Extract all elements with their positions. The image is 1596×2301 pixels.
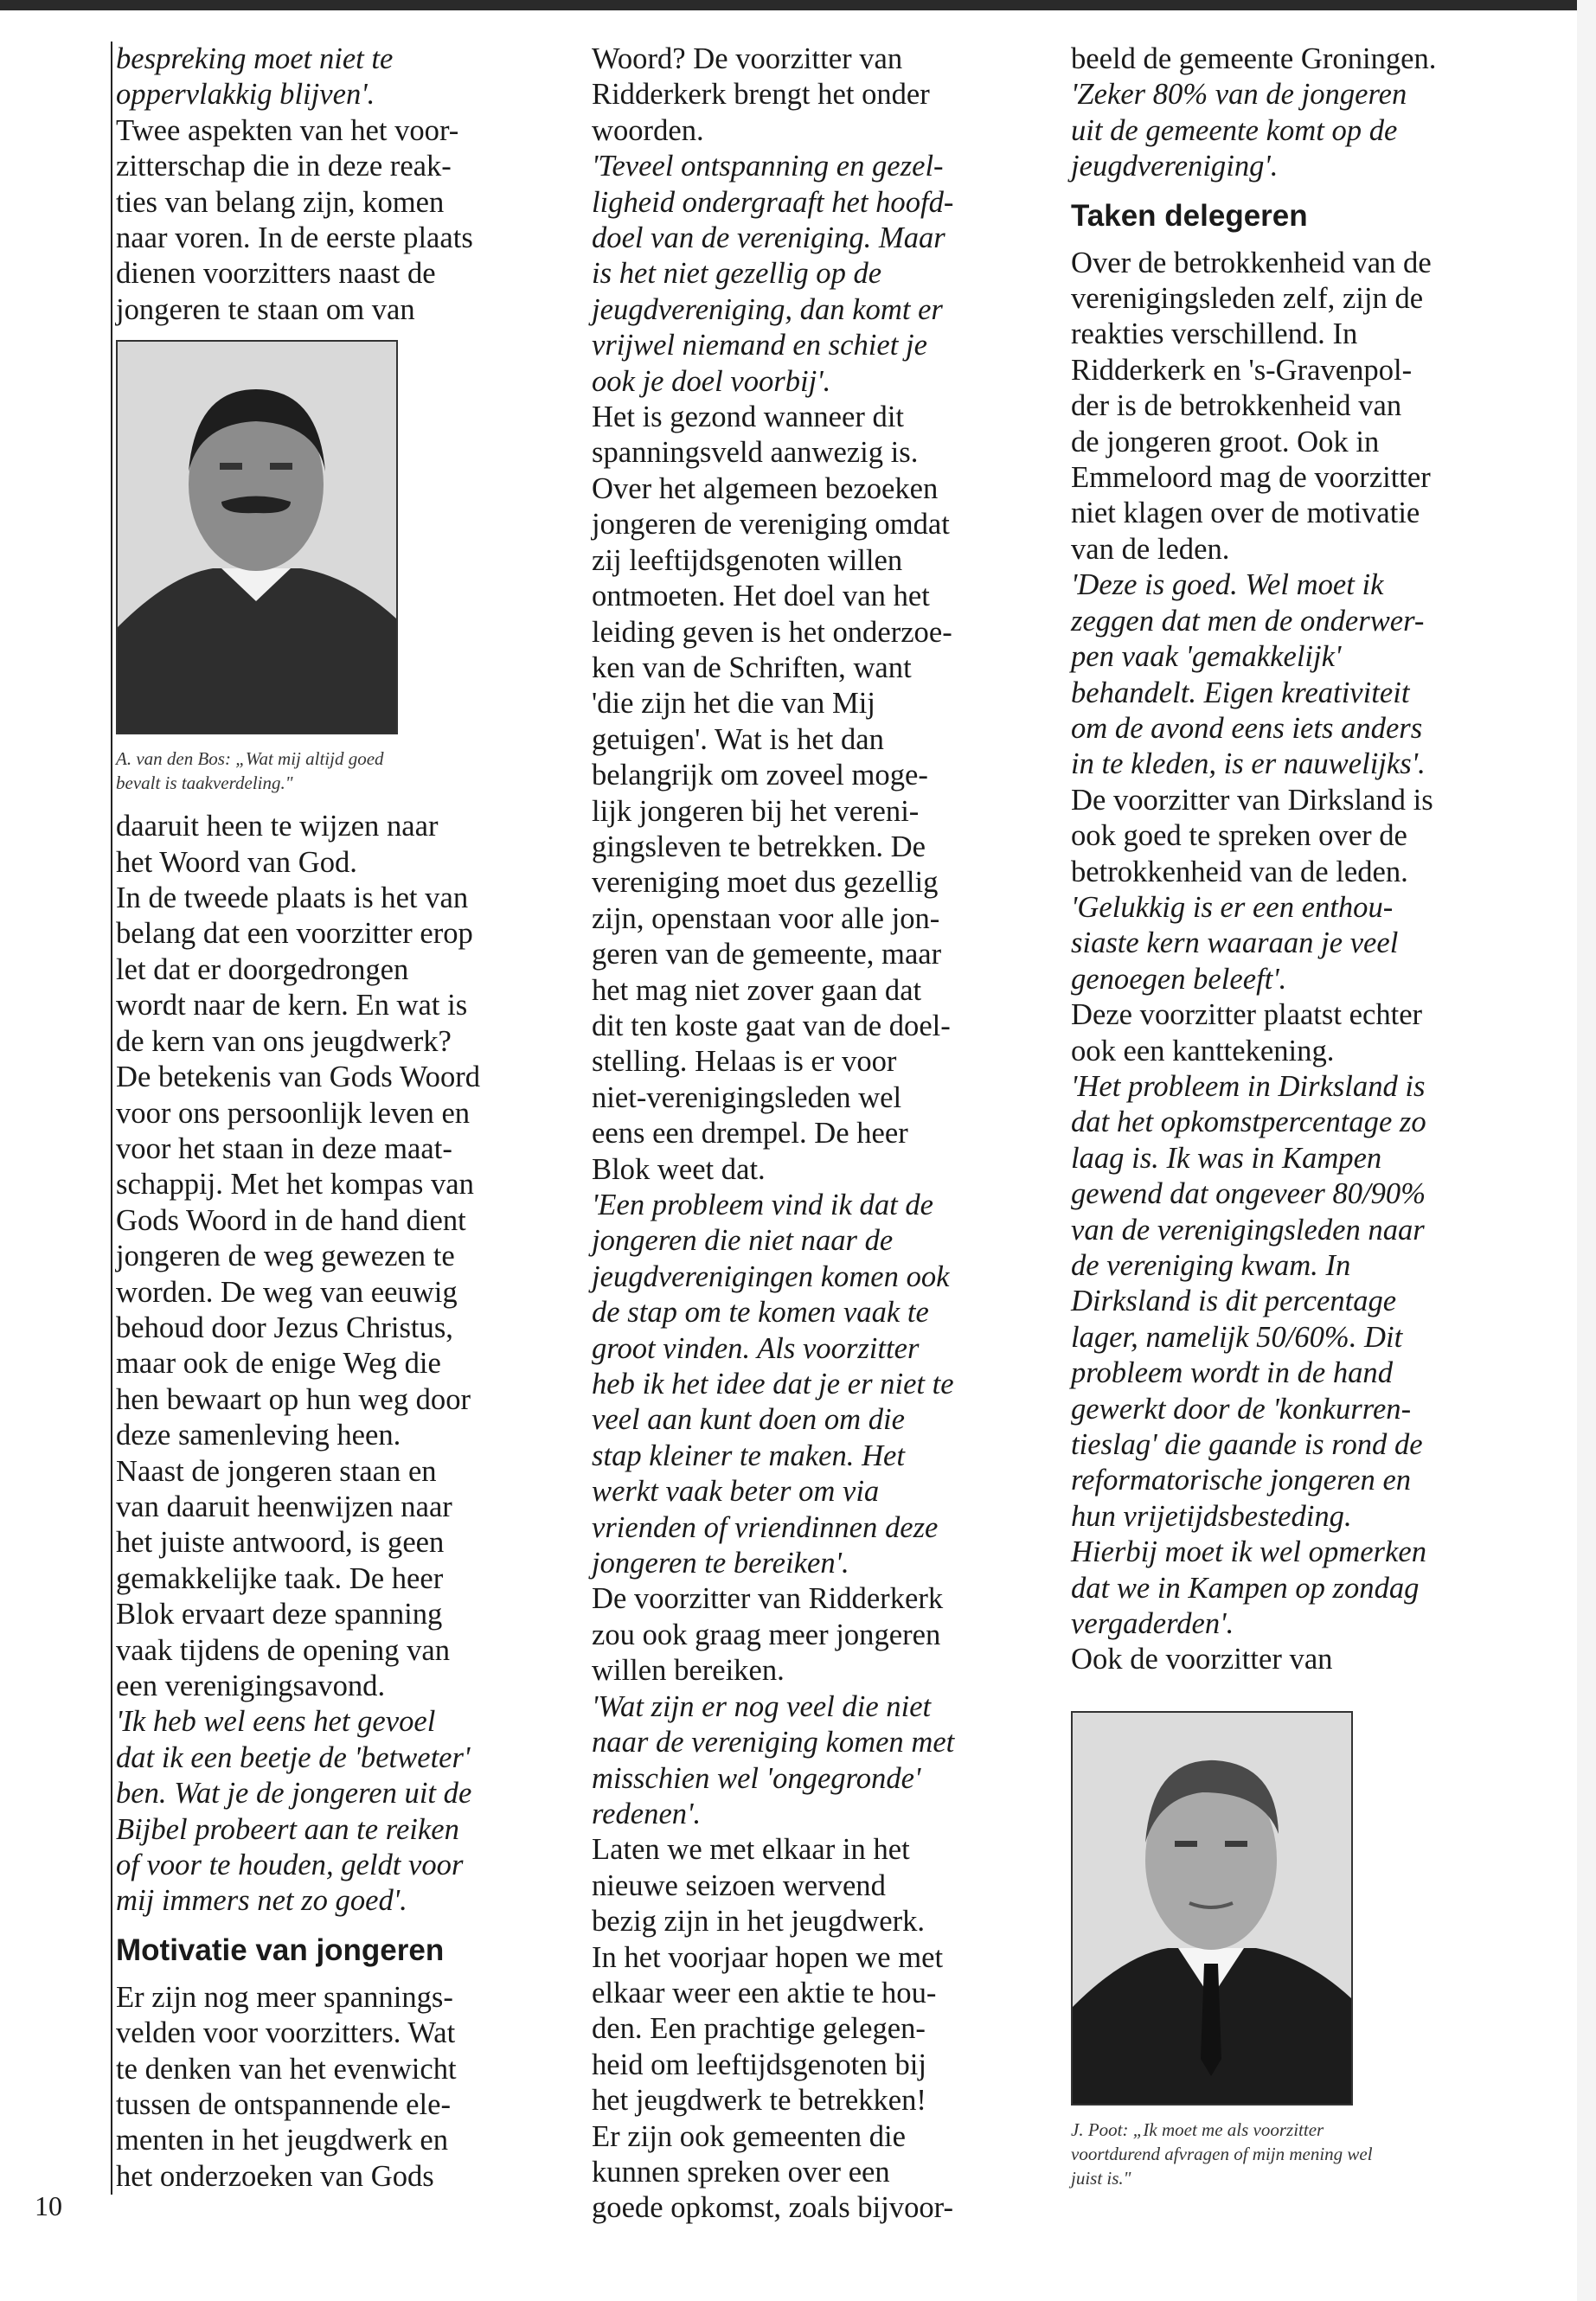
section-heading: Taken delegeren [1071,198,1308,233]
photo-caption: J. Poot: „Ik moet me als voorzitter voortdurend afvragen of mijn mening wel juist is." [1071,2118,1373,2189]
quote: 'Gelukkig is er een enthou- siaste kern waaraan je veel genoegen beleeft'. [1071,890,1399,996]
paragraph: beeld de gemeente Groningen. [1071,42,1437,75]
paragraph: Over de betrokkenheid van de verenigingsleden zelf, zijn de reakties verschillend. In Ridderkerk en 's-Gravenpol- der is de betrokkenheid van de jongeren groot. Ook in Emmeloord mag de voorzitter niet klagen over de motivatie van de leden. [1071,246,1432,566]
quote: 'Zeker 80% van de jongeren uit de gemeente komt op de jeugdvereniging'. [1071,78,1407,183]
paragraph: De voorzitter van Dirksland is ook goed te spreken over de betrokkenheid van de leden. [1071,783,1433,888]
paragraph: Er zijn nog meer spannings- velden voor voorzitters. Wat te denken van het evenwicht tussen de ontspannende ele- menten in het jeugdwerk en het onderzoeken van Gods [116,1980,457,2193]
quote: 'Ik heb wel eens het gevoel dat ik een beetje de 'betweter' ben. Wat je de jongeren uit de Bijbel probeert aan te reiken of voor te houden, geldt voor mij immers net zo goed'. [116,1705,472,1918]
paragraph: Twee aspekten van het voor- zitterschap die in deze reak- ties van belang zijn, komen naar voren. In de eerste plaats dienen voorzitters naast de jongeren te staan om van [116,113,473,326]
quote: 'Het probleem in Dirksland is dat het opkomstpercentage zo laag is. Ik was in Kampen gewend dat ongeveer 80/90% van de verenigingsleden naar de vereniging kwam. In Dirksland is dit percentage lager, namelijk 50/60%. Dit probleem wordt in de hand gewerkt door de 'konkurren- tieslag' die gaande is rond de reformatorische jongeren en hun vrijetijdsbesteding. Hierbij moet ik wel opmerken dat we in Kampen op zondag vergaderden'. [1071,1069,1426,1641]
paragraph: Deze voorzitter plaatst echter ook een kanttekening. [1071,998,1423,1067]
page-number: 10 [35,2190,62,2221]
scan-right-edge [1577,0,1596,2301]
quote: 'Wat zijn er nog veel die niet naar de vereniging komen met misschien wel 'ongegronde' redenen'. [592,1689,955,1830]
column-3 [1071,42,1521,2204]
paragraph: Woord? De voorzitter van Ridderkerk brengt het onder woorden. [592,42,930,147]
paragraph: daaruit heen te wijzen naar het Woord van God. In de tweede plaats is het van belang dat een voorzitter erop let dat er doorgedrongen wordt naar de kern. En wat is de kern van ons jeugdwerk? De betekenis van Gods Woord voor ons persoonlijk leven en voor het staan in deze maat- schappij. Met het kompas van Gods Woord in de hand dient jongeren de weg gewezen te worden. De weg van eeuwig behoud door Jezus Christus, maar ook de enige Weg die hen bewaart op hun weg door deze samenleving heen. Naast de jongeren staan en van daaruit heenwijzen naar het juiste antwoord, is geen gemakkelijke taak. De heer Blok ervaart deze spanning vaak tijdens de opening van een verenigingsavond. [116,810,481,1702]
quote: 'Deze is goed. Wel moet ik zeggen dat men de onderwer- pen vaak 'gemakkelijk' behandelt. Eigen kreativiteit om de avond eens iets anders in te kleden, is er nauwelijks'. [1071,568,1426,781]
photo-caption: A. van den Bos: „Wat mij altijd goed bevalt is taakverdeling." [116,748,384,794]
paragraph: De voorzitter van Ridderkerk zou ook graag meer jongeren willen bereiken. [592,1582,944,1688]
column-2 [592,42,1042,2227]
paragraph: Het is gezond wanneer dit spanningsveld aanwezig is. Over het algemeen bezoeken jongeren de vereniging omdat zij leeftijdsgenoten willen ontmoeten. Het doel van het leiding geven is het onderzoe- ken van de Schriften, want 'die zijn het die van Mij getuigen'. Wat is het dan belangrijk om zoveel moge- lijk jongeren bij het vereni- gingsleven te betrekken. De vereniging moet dus gezellig zijn, openstaan voor alle jon- geren van de gemeente, maar het mag niet zover gaan dat dit ten koste gaat van de doel- stelling. Helaas is er voor niet-verenigingsleden wel eens een drempel. De heer Blok weet dat. [592,401,952,1186]
paragraph: Ook de voorzitter van [1071,1643,1333,1676]
section-heading: Motivatie van jongeren [116,1932,445,1967]
quote: 'Een probleem vind ik dat de jongeren die niet naar de jeugdverenigingen komen ook de stap om te komen vaak te groot vinden. Als voorzitter heb ik het idee dat je er niet te veel aan kunt doen om die stap kleiner te maken. Het werkt vaak beter om via vrienden of vriendinnen deze jongeren te bereiken'. [592,1189,954,1580]
portrait-photo-poot [1071,1711,1353,2106]
scan-top-edge [0,0,1596,10]
portrait-photo-van-den-bos [116,340,398,734]
column-1 [111,42,562,2195]
intro-quote-end: bespreking moet niet te oppervlakkig blijven'. [116,42,394,112]
portrait-image [118,342,396,733]
quote: 'Teveel ontspanning en gezel- ligheid ondergraaft het hoofd- doel van de vereniging. Maar is het niet gezellig op de jeugdvereniging, dan komt er vrijwel niemand en schiet je ook je doel voorbij'. [592,150,954,398]
paragraph: Laten we met elkaar in het nieuwe seizoen wervend bezig zijn in het jeugdwerk. In het voorjaar hopen we met elkaar weer een aktie te hou- den. Een prachtige gelegen- heid om leeftijdsgenoten bij het jeugdwerk te betrekken! Er zijn ook gemeenten die kunnen spreken over een goede opkomst, zoals bijvoor- [592,1833,954,2225]
portrait-image [1073,1713,1351,2104]
